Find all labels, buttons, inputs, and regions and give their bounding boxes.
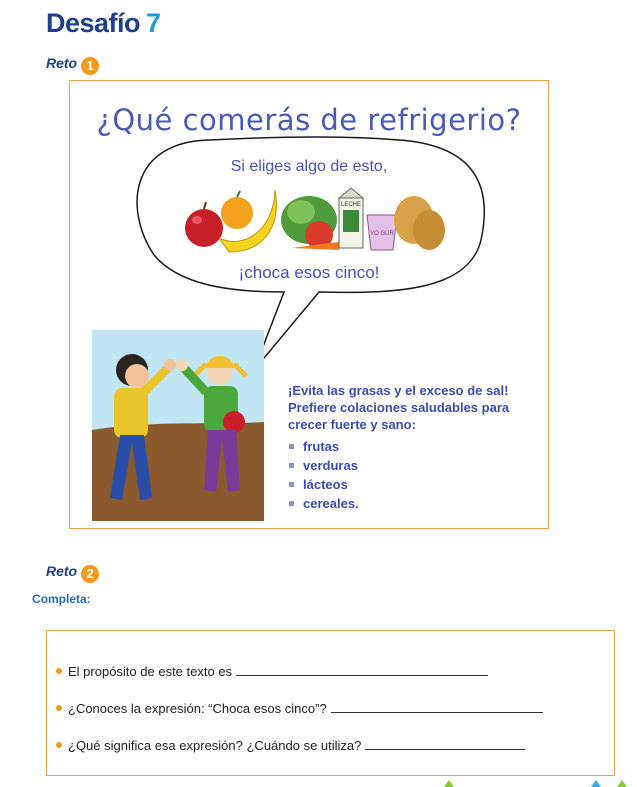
advice-line-3: crecer fuerte y sano: (288, 417, 416, 432)
food-group-list (288, 437, 509, 513)
list-item: verduras (288, 456, 509, 475)
challenge-number: 7 (146, 8, 161, 38)
question-2 (68, 700, 543, 716)
advice-text (288, 382, 509, 513)
girl-apple (223, 411, 245, 433)
question-2-text: ¿Conoces la expresión: “Choca esos cinco”? (68, 701, 327, 716)
carton-label: LECHE (340, 202, 362, 208)
question-1 (68, 663, 488, 679)
question-3 (68, 737, 525, 753)
advice-line-2: Prefiere colaciones saludables para (288, 400, 510, 415)
decorative-triangle-blue (591, 780, 601, 787)
instruction-text: Completa: (32, 592, 91, 606)
decorative-triangle-green-2 (617, 780, 627, 787)
poster-title: ¿Qué comerás de refrigerio? (96, 103, 522, 137)
decorative-triangle-green (444, 780, 454, 787)
reto-1-label: Reto (46, 55, 78, 71)
orange-icon (221, 197, 253, 229)
list-item: frutas (288, 437, 509, 456)
answer-line-2[interactable] (331, 700, 543, 713)
bubble-text-top: Si eliges algo de esto, (230, 158, 388, 175)
bubble-text-bottom: ¡choca esos cinco! (238, 263, 380, 282)
yogurt-label: YO GUR (370, 231, 394, 237)
list-item: lácteos (288, 475, 509, 494)
children-high-five-illustration (92, 330, 264, 521)
reto-1-badge: 1 (81, 57, 99, 75)
question-1-text: El propósito de este texto es (68, 664, 233, 679)
answer-line-3[interactable] (365, 737, 525, 750)
reto-2-label: Reto (46, 563, 78, 579)
answer-line-1[interactable] (236, 663, 488, 676)
page-title (46, 8, 161, 39)
reto-2-heading (46, 563, 99, 583)
boy-shirt (114, 388, 148, 438)
list-item: cereales. (288, 494, 509, 513)
reto-1-heading (46, 55, 99, 75)
apple-icon (185, 209, 223, 247)
advice-line-1: ¡Evita las grasas y el exceso de sal! (288, 383, 509, 398)
page-title-text: Desafío (46, 8, 141, 38)
question-3-text: ¿Qué significa esa expresión? ¿Cuándo se utiliza? (68, 738, 362, 753)
reto-2-badge: 2 (81, 565, 99, 583)
